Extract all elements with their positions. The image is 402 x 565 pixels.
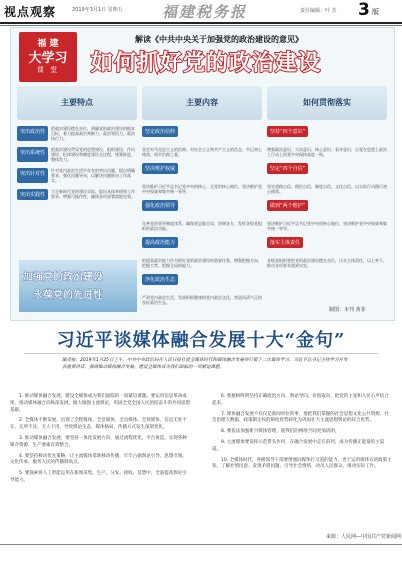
section-item bbox=[17, 189, 137, 200]
article-lead bbox=[62, 358, 352, 371]
footer-rule bbox=[0, 544, 402, 545]
section-item bbox=[142, 163, 262, 194]
section-tag: 坚持“四个意识” bbox=[267, 126, 308, 137]
section-tag: 突出政治性 bbox=[17, 126, 48, 141]
page-number: 3 bbox=[358, 0, 370, 20]
dateline: 2019年3月1日 星期五 bbox=[72, 7, 123, 13]
section-item bbox=[142, 200, 262, 231]
section-text: 坚定对马克思主义的信仰、对社会主义和共产主义的信念，牢记初心使命，筑牢信仰之基。 bbox=[142, 147, 262, 157]
article-body-right bbox=[212, 394, 392, 475]
section-text: 严肃党内政治生活，发展积极健康的党内政治文化，营造风清气正的良好政治生态。 bbox=[142, 295, 262, 305]
column-name: 视点观察 bbox=[4, 5, 57, 19]
body-paragraph: 10. 全媒体时代，各级领导干部要增强同媒体打交道的能力，善于运用媒体宣讲政策主张、了解社情民意、发现矛盾问题、引导社会情绪、动员人民群众、推动实际工作。 bbox=[212, 457, 392, 470]
column-heading bbox=[267, 86, 387, 120]
section-text: 坚决维护习近平总书记党中央的核心地位，坚决维护党中央权威和集中统一领导。 bbox=[267, 221, 387, 231]
section-item bbox=[17, 126, 137, 141]
body-paragraph: 2. 全媒体不断发展，出现了全程媒体、全息媒体、全员媒体、全效媒体，信息无处不在、无所不及、无人不用，导致舆论生态、媒体格局、传播方式发生深刻变化。 bbox=[10, 418, 187, 431]
headline-rule bbox=[24, 353, 378, 354]
badge-line1: 福 建 bbox=[37, 39, 59, 49]
section-item bbox=[267, 126, 387, 157]
section-text: 针对党内政治生活中存在的突出问题，提出明确要求，强化问题导向，以解决问题推动工作落实。 bbox=[51, 168, 136, 183]
page-header bbox=[0, 0, 402, 24]
body-paragraph: 4. 要坚持移动优先策略，让主流媒体借助移动传播，牢牢占据舆论引导、思想引领、文化传承、服务人民的传播制高点。 bbox=[10, 453, 187, 466]
section-tag: 突出实践性 bbox=[17, 189, 48, 200]
section-item bbox=[267, 163, 387, 194]
section-item bbox=[142, 126, 262, 157]
body-paragraph: 1. 推动媒体融合发展、建设全媒体成为我们面临的一项紧迫课题。要运用信息革命成果，推动媒体融合向纵深发展，做大做强主流舆论，巩固全党全国人民团结奋斗的共同思想基础。 bbox=[10, 394, 190, 413]
feature-title: 如何抓好党的政治建设 bbox=[91, 51, 322, 76]
article-headline: 习近平谈媒体融合发展十大“金句” bbox=[56, 330, 346, 351]
section-tag: 坚定政治信仰 bbox=[142, 126, 178, 137]
column-heading-text: 如何贯彻落实 bbox=[303, 98, 351, 107]
column-implementation bbox=[267, 86, 387, 314]
header-rule bbox=[0, 22, 402, 24]
section-tag: 坚定“四个自信” bbox=[267, 163, 308, 174]
graphic-credit: 制图：本刊 黄菲 bbox=[329, 307, 366, 313]
section-tag: 坚决维护权威 bbox=[142, 163, 178, 174]
masthead: 福建税务报 bbox=[162, 3, 248, 21]
section-item bbox=[17, 168, 137, 183]
section-text: 把提高政治能力作为抓好党的政治建设的重要任务，增强把握方向、把握大势、把握全局的能力。 bbox=[142, 258, 262, 268]
section-text: 坚决维护习近平总书记党中央的核心、全党的核心地位，坚决维护党中央权威和集中统一领导。 bbox=[142, 184, 262, 194]
body-paragraph: 7. 媒体融合发展不仅仅是新闻单位的事，要把我们掌握的社会思想文化公共资源、社会治理大数据、政策制定权的制度优势转化为巩固壮大主流思想舆论的综合优势。 bbox=[212, 411, 389, 424]
slogan-line1: 加强党的政治建设 bbox=[23, 272, 103, 283]
section-tag: 提高政治能力 bbox=[142, 237, 178, 248]
section-item bbox=[142, 237, 262, 268]
slogan-banner bbox=[19, 260, 137, 312]
body-paragraph: 5. 要探索将人工智能运用在新闻采集、生产、分发、接收、反馈中，全面提高舆论引导能力。 bbox=[10, 471, 187, 483]
section-tag: 强化政治领导 bbox=[142, 200, 178, 211]
column-content bbox=[142, 86, 262, 314]
column-heading bbox=[17, 86, 137, 120]
slogan-line2: 永葆党的先进性 bbox=[33, 290, 103, 301]
section-item bbox=[267, 200, 387, 231]
section-text: 增强政治意识、大局意识、核心意识、看齐意识，自觉在思想上政治上行动上同党中央保持高度一致。 bbox=[267, 147, 387, 157]
feature-panel bbox=[10, 27, 395, 321]
body-paragraph: 9. 主流媒体要发挥示范带头作用，在融合发展中走在前列，成为传播正能量的主渠道。 bbox=[212, 439, 385, 452]
section-text: 把政治建设摆在首位，明确党的政治建设的根本目标，着力提高政治判断力、政治领悟力、政治执行力。 bbox=[51, 126, 136, 141]
section-text: 完善党的领导制度体系，确保党总揽全局、协调各方，发挥各级党组织的政治功能。 bbox=[142, 221, 262, 231]
section-tag: 做到“两个维护” bbox=[267, 200, 308, 211]
header-rule-thin bbox=[0, 25, 402, 26]
body-paragraph: 6. 要旗帜鲜明坚持正确政治方向、舆论导向、价值取向，把党的主张和人民心声结合起来。 bbox=[212, 394, 389, 406]
column-heading-text: 主要特点 bbox=[61, 98, 93, 107]
badge-line2: 大学习 bbox=[28, 51, 68, 66]
section-text: 各级党组织要把党的政治建设摆在首位，压实主体责任，以上率下，推动各项要求落到实处。 bbox=[267, 258, 387, 268]
section-text: 立足新时代党的建设实际，提出具体举措和工作要求，增强可操作性，确保各项部署落地见效。 bbox=[51, 189, 136, 199]
feature-subtitle: 解读《中共中央关于加强党的政治建设的意见》 bbox=[135, 35, 303, 44]
body-paragraph: 8. 要依法加强新兴媒体管理，使我们的网络空间更加清朗。 bbox=[221, 429, 340, 435]
section-item bbox=[142, 274, 262, 305]
column-heading bbox=[142, 86, 262, 120]
editor-line: 责任编辑：叶 芳 bbox=[300, 8, 337, 14]
lead-text: 编者按：2019年1月25日上午，中共中央政治局在人民日报社就全媒体时代和媒体融合发展举行第十二次集体学习。习近平总书记主持学习并发表重要讲话，强调推动媒体融合发展、建设全媒体成为我们面临的一项紧迫课题。 bbox=[62, 358, 348, 370]
column-heading-text: 主要内容 bbox=[186, 98, 218, 107]
badge-line3: 课 堂 bbox=[36, 66, 60, 74]
section-text: 坚定道路自信、理论自信、制度自信、文化自信，以实际行动践行初心使命。 bbox=[267, 184, 387, 194]
article-body-left bbox=[10, 394, 190, 489]
section-tag: 落实主体责任 bbox=[267, 237, 303, 248]
column-badge bbox=[19, 32, 77, 82]
section-text: 把政治建设贯穿党的思想建设、组织建设、作风建设、纪律建设和制度建设全过程，统筹推进，整体发力。 bbox=[51, 147, 136, 162]
section-tag: 净化政治生态 bbox=[142, 274, 178, 285]
section-tag: 突出针对性 bbox=[17, 168, 48, 183]
section-item bbox=[267, 237, 387, 268]
section-tag: 突出系统性 bbox=[17, 147, 48, 162]
page-unit: 版 bbox=[372, 8, 379, 16]
article-source: 来源：人民网—中国共产党新闻网 bbox=[326, 534, 402, 540]
section-item bbox=[17, 147, 137, 162]
body-paragraph: 3. 推动媒体融合发展，要坚持一体化发展方向，通过流程优化、平台再造，实现各种媒介资源、生产要素有效整合。 bbox=[10, 435, 187, 448]
